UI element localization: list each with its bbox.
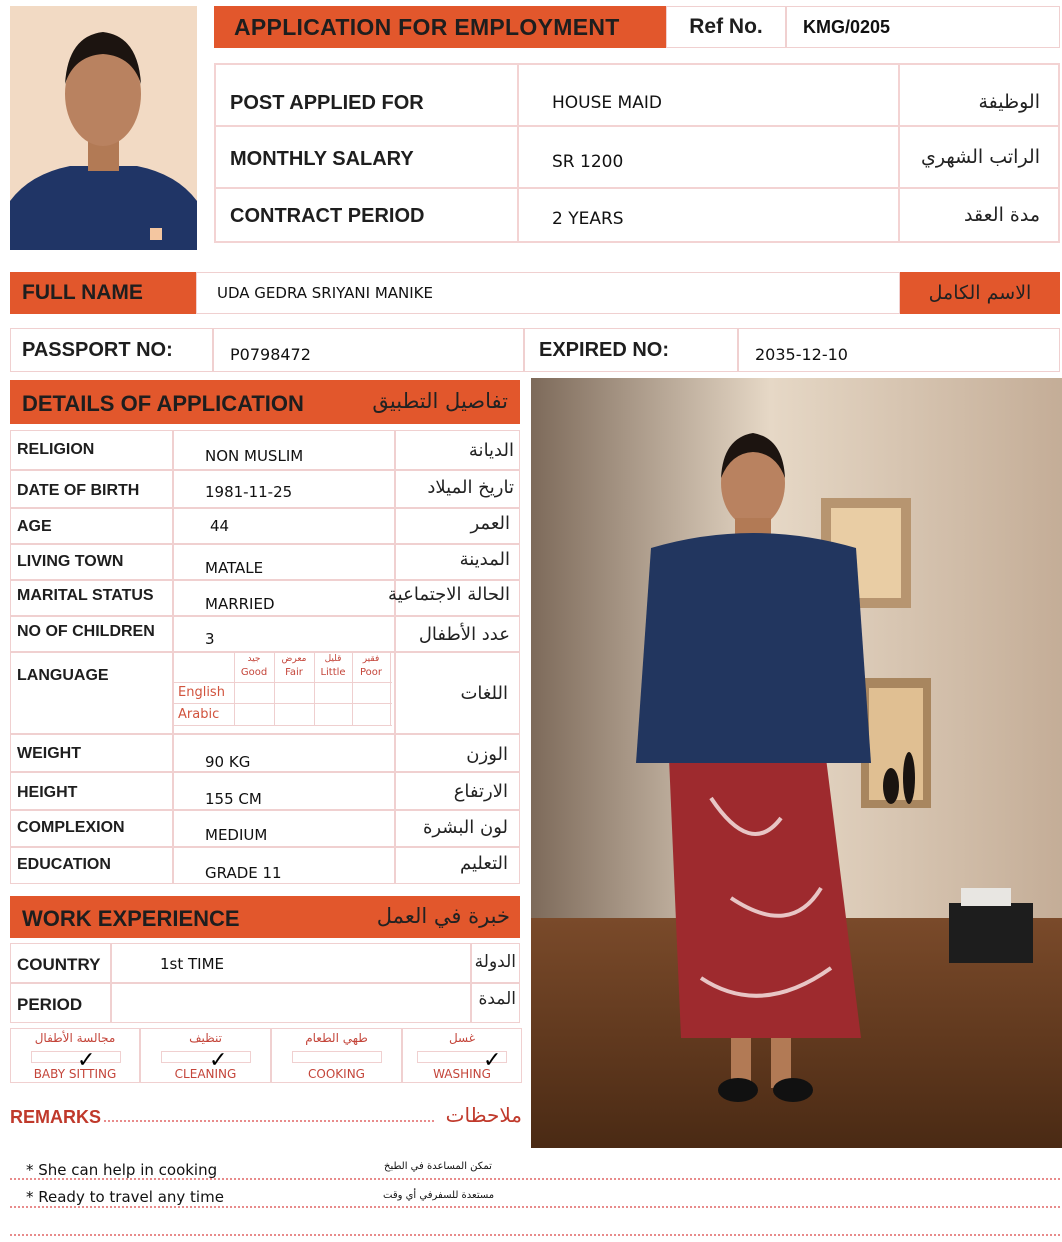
level-poor-ar: فقير — [362, 654, 380, 664]
monthly-salary-label: MONTHLY SALARY — [230, 148, 414, 170]
children-value: 3 — [205, 630, 215, 648]
education-value: GRADE 11 — [205, 864, 282, 882]
post-hline-1 — [214, 125, 1060, 127]
language-label: LANGUAGE — [17, 667, 109, 684]
remark-line-1: * She can help in cooking — [26, 1161, 218, 1179]
remarks-label: REMARKS — [10, 1107, 102, 1127]
title-bar — [214, 6, 666, 48]
skill-cooking-label: COOKING — [308, 1067, 365, 1081]
post-applied-arabic: الوظيفة — [978, 91, 1040, 113]
skill-cooking-ar: طهي الطعام — [305, 1031, 368, 1045]
drow-line-5 — [10, 615, 520, 617]
skill-baby-sitting-ar: مجالسة الأطفال — [34, 1031, 116, 1045]
drow-line-8 — [10, 771, 520, 773]
skill-cleaning — [140, 1028, 271, 1083]
ref-label-cell — [666, 6, 786, 48]
remark-line-1-ar: تمكن المساعدة في الطبخ — [384, 1161, 492, 1172]
skill-baby-sitting-box — [31, 1051, 121, 1063]
expired-label: EXPIRED NO: — [539, 339, 670, 361]
skill-baby-sitting-label: BABY SITTING — [33, 1067, 117, 1081]
lang-vline-5 — [390, 652, 391, 725]
contract-period-arabic: مدة العقد — [964, 204, 1040, 226]
details-title: DETAILS OF APPLICATION — [22, 391, 304, 416]
marital-status-label: MARITAL STATUS — [17, 587, 154, 604]
check-icon: ✓ — [77, 1047, 96, 1072]
skill-cooking-box — [292, 1051, 382, 1063]
lang-hline-1 — [174, 682, 392, 683]
portrait-illustration — [10, 6, 197, 250]
skill-baby-sitting — [10, 1028, 140, 1083]
check-icon: ✓ — [209, 1047, 228, 1072]
work-vline-1 — [110, 943, 112, 1023]
details-vline-2 — [394, 430, 396, 884]
remark-line-2-ar: مستعدة للسفرفي أي وقت — [383, 1190, 495, 1201]
work-hline — [10, 982, 520, 984]
work-title-bar — [10, 896, 520, 938]
living-town-value: MATALE — [205, 559, 264, 577]
post-hline-2 — [214, 187, 1060, 189]
age-value: 44 — [210, 517, 230, 535]
work-title-arabic: خبرة في العمل — [376, 904, 510, 928]
complexion-value: MEDIUM — [205, 826, 268, 844]
weight-label: WEIGHT — [17, 745, 81, 762]
age-label: AGE — [17, 518, 52, 535]
complexion-arabic: لون البشرة — [422, 817, 508, 838]
religion-value: NON MUSLIM — [205, 447, 304, 465]
contract-period-value: 2 YEARS — [552, 209, 624, 229]
full-name-label-cell — [10, 272, 196, 314]
skill-cleaning-box — [161, 1051, 251, 1063]
full-name-arabic: الاسم الكامل — [928, 282, 1032, 304]
country-value: 1st TIME — [160, 955, 225, 973]
passport-div-2 — [523, 328, 525, 372]
ref-value: KMG/0205 — [803, 16, 891, 37]
full-body-photo — [531, 378, 1062, 1148]
language-arabic: اللغات — [460, 683, 508, 704]
passport-label: PASSPORT NO: — [22, 339, 173, 361]
full-name-value: UDA GEDRA SRIYANI MANIKE — [217, 284, 433, 302]
skill-cleaning-ar: تنظيف — [189, 1031, 222, 1045]
remark-line-3-dots — [10, 1234, 1060, 1236]
level-fair-ar: معرض — [281, 654, 307, 664]
drow-line-3 — [10, 543, 520, 545]
monthly-salary-arabic: الراتب الشهري — [921, 146, 1040, 168]
full-name-label: FULL NAME — [22, 281, 143, 304]
living-town-arabic: المدينة — [459, 549, 510, 570]
religion-label: RELIGION — [17, 441, 95, 458]
drow-line-10 — [10, 846, 520, 848]
skills-row — [10, 1028, 522, 1083]
skill-cleaning-label: CLEANING — [174, 1067, 237, 1081]
dob-arabic: تاريخ الميلاد — [427, 477, 514, 498]
lang-hline-2 — [174, 703, 392, 704]
full-name-value-cell — [196, 272, 900, 314]
contract-period-label: CONTRACT PERIOD — [230, 205, 425, 227]
check-icon: ✓ — [483, 1047, 502, 1072]
dob-label: DATE OF BIRTH — [17, 482, 140, 499]
post-applied-label: POST APPLIED FOR — [230, 92, 424, 114]
drow-line-4 — [10, 579, 520, 581]
marital-status-value: MARRIED — [205, 595, 275, 613]
skill-washing-label: WASHING — [433, 1067, 491, 1081]
period-arabic: المدة — [478, 989, 516, 1009]
level-fair: Fair — [285, 667, 303, 678]
full-name-arabic-cell — [900, 272, 1060, 314]
details-title-arabic: تفاصيل التطبيق — [372, 389, 508, 413]
height-label: HEIGHT — [17, 784, 78, 801]
ref-value-cell — [786, 6, 1060, 48]
passport-div-3 — [737, 328, 739, 372]
period-label: PERIOD — [17, 995, 83, 1014]
children-arabic: عدد الأطفال — [418, 624, 510, 645]
passport-div-1 — [212, 328, 214, 372]
details-title-bar — [10, 380, 520, 424]
education-label: EDUCATION — [17, 856, 111, 873]
remarks-dotted-line — [104, 1120, 434, 1122]
remarks-arabic: ملاحظات — [445, 1103, 522, 1127]
religion-arabic: الديانة — [468, 440, 514, 461]
lang-hline-3 — [174, 725, 392, 726]
passport-value: P0798472 — [230, 345, 311, 364]
marital-status-arabic: الحالة الاجتماعية — [388, 584, 510, 605]
education-arabic: التعليم — [460, 853, 508, 874]
language-arabic-name: Arabic — [178, 707, 220, 722]
monthly-salary-value: SR 1200 — [552, 152, 624, 172]
age-arabic: العمر — [470, 513, 510, 534]
remark-line-2: * Ready to travel any time — [26, 1188, 224, 1206]
height-arabic: الارتفاع — [453, 781, 508, 802]
drow-line-7 — [10, 733, 520, 735]
skill-washing-ar: غسل — [448, 1031, 476, 1045]
work-title: WORK EXPERIENCE — [22, 906, 240, 931]
language-english: English — [178, 685, 225, 700]
country-arabic: الدولة — [474, 952, 516, 972]
page-title: APPLICATION FOR EMPLOYMENT — [234, 13, 620, 40]
drow-line-2 — [10, 507, 520, 509]
complexion-label: COMPLEXION — [17, 819, 125, 836]
remark-line-2-dots — [10, 1206, 1060, 1208]
drow-line-1 — [10, 469, 520, 471]
portrait-photo — [10, 6, 197, 250]
living-town-label: LIVING TOWN — [17, 553, 124, 570]
height-value: 155 CM — [205, 790, 262, 808]
post-divider-2 — [898, 63, 900, 243]
post-applied-value: HOUSE MAID — [552, 93, 662, 113]
children-label: NO OF CHILDREN — [17, 623, 155, 640]
weight-value: 90 KG — [205, 753, 251, 771]
level-little: Little — [320, 667, 346, 678]
remark-line-1-dots — [10, 1178, 1060, 1180]
country-label: COUNTRY — [17, 955, 101, 974]
level-good: Good — [240, 667, 268, 678]
ref-label: Ref No. — [689, 15, 763, 38]
level-poor: Poor — [359, 667, 383, 678]
weight-arabic: الوزن — [466, 744, 508, 765]
skill-washing — [402, 1028, 522, 1083]
expired-value: 2035-12-10 — [755, 345, 848, 364]
dob-value: 1981-11-25 — [205, 483, 293, 501]
room-scene — [531, 378, 1062, 1148]
drow-line-9 — [10, 809, 520, 811]
level-good-ar: جيد — [247, 654, 261, 664]
work-vline-2 — [470, 943, 472, 1023]
language-grid — [174, 652, 394, 733]
post-divider-1 — [517, 63, 519, 243]
level-little-ar: قليل — [324, 654, 342, 664]
skill-cooking — [271, 1028, 402, 1083]
